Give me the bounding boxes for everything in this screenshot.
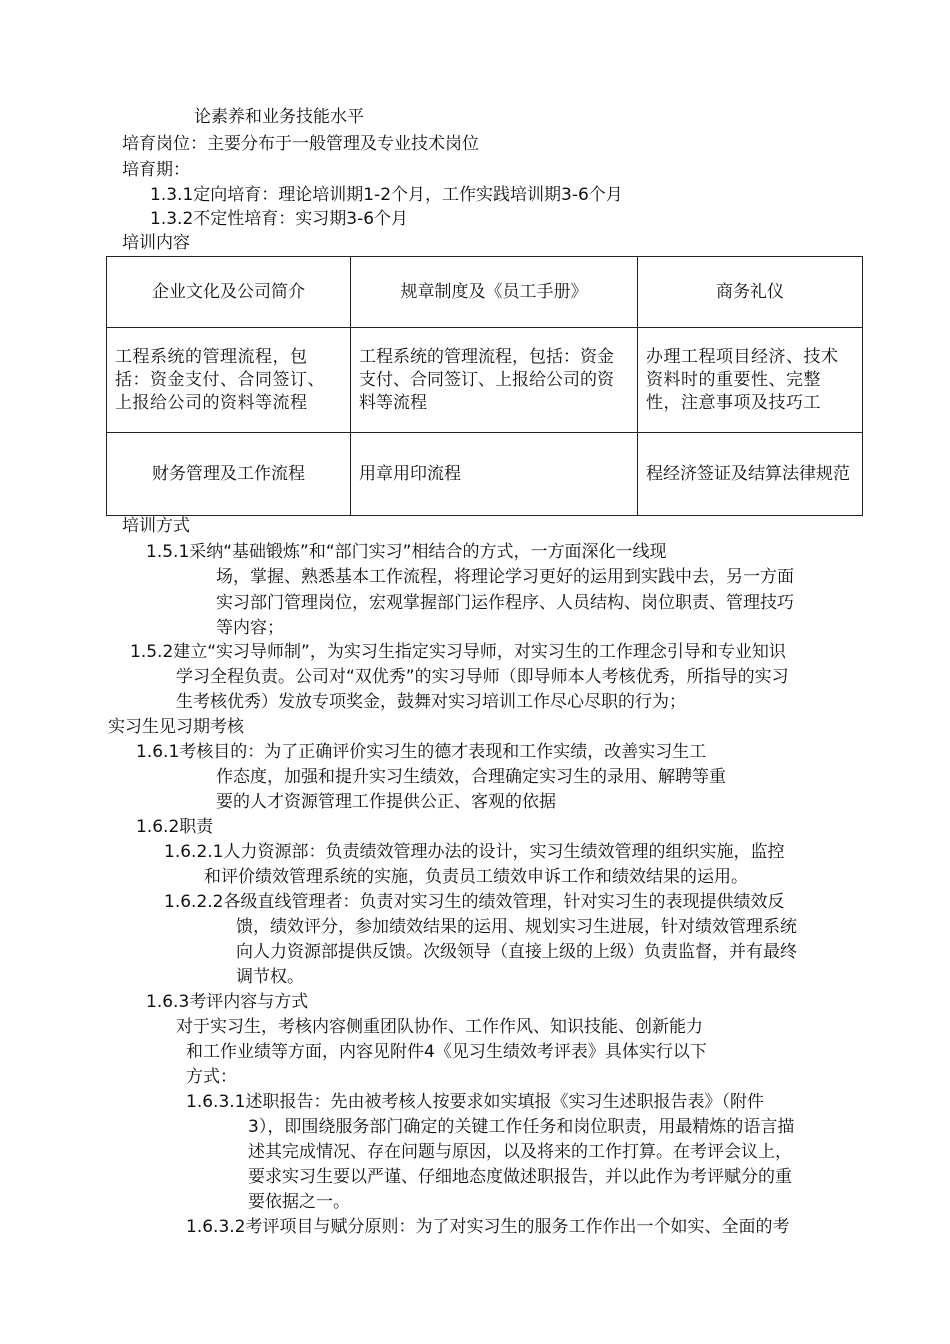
table-cell: 用章用印流程 bbox=[351, 433, 638, 516]
text-line: 馈，绩效评分，参加绩效结果的运用、规划实习生进展，针对绩效管理系统 bbox=[236, 917, 797, 937]
text-line: 学习全程负责。公司对“双优秀”的实习导师（即导师本人考核优秀，所指导的实习 bbox=[176, 667, 789, 687]
table-row bbox=[107, 257, 863, 328]
table-row bbox=[107, 328, 863, 433]
text-line: 1.6.2职责 bbox=[136, 817, 214, 837]
training-content-table bbox=[106, 256, 863, 516]
text-line: 实习部门管理岗位，宏观掌握部门运作程序、人员结构、岗位职责、管理技巧 bbox=[216, 593, 794, 613]
text-line: 1.5.1采纳“基础锻炼”和“部门实习”相结合的方式，一方面深化一线现 bbox=[146, 542, 667, 562]
text-line: 培育期： bbox=[122, 160, 190, 180]
table-cell: 程经济签证及结算法律规范 bbox=[638, 433, 863, 516]
text-line: 场，掌握、熟悉基本工作流程，将理论学习更好的运用到实践中去，另一方面 bbox=[216, 567, 794, 587]
text-line: 和工作业绩等方面，内容见附件4《见习生绩效考评表》具体实行以下 bbox=[186, 1042, 707, 1062]
text-line: 1.6.3考评内容与方式 bbox=[146, 992, 309, 1012]
table-cell: 规章制度及《员工手册》 bbox=[351, 257, 638, 328]
text-line: 1.6.2.2各级直线管理者：负责对实习生的绩效管理，针对实习生的表现提供绩效反 bbox=[164, 892, 785, 912]
text-line: 要的人才资源管理工作提供公正、客观的依据 bbox=[216, 792, 556, 812]
text-line: 向人力资源部提供反馈。次级领导（直接上级的上级）负责监督，并有最终 bbox=[236, 942, 797, 962]
text-line: 1.6.3.1述职报告：先由被考核人按要求如实填报《实习生述职报告表》（附件 bbox=[186, 1092, 764, 1112]
text-line: 作态度，加强和提升实习生绩效，合理确定实习生的录用、解聘等重 bbox=[216, 767, 726, 787]
section-heading: 培训方式 bbox=[122, 516, 190, 536]
table-cell: 财务管理及工作流程 bbox=[107, 433, 351, 516]
text-line: 和评价绩效管理系统的实施，负责员工绩效申诉工作和绩效结果的运用。 bbox=[204, 867, 748, 887]
text-line: 培育岗位：主要分布于一般管理及专业技术岗位 bbox=[122, 134, 479, 154]
text-line: 对于实习生，考核内容侧重团队协作、工作作风、知识技能、创新能力 bbox=[176, 1017, 703, 1037]
table-row bbox=[107, 433, 863, 516]
table-cell: 企业文化及公司简介 bbox=[107, 257, 351, 328]
table-cell: 工程系统的管理流程，包括：资金支付、合同签订、上报给公司的资料等流程 bbox=[351, 328, 638, 433]
text-line: 1.3.2不定性培育：实习期3-6个月 bbox=[150, 209, 409, 229]
text-line: 等内容； bbox=[216, 618, 284, 638]
text-line: 1.6.2.1人力资源部：负责绩效管理办法的设计，实习生绩效管理的组织实施，监控 bbox=[164, 842, 785, 862]
section-heading: 培训内容 bbox=[122, 233, 190, 253]
text-line: 1.5.2建立“实习导师制”，为实习生指定实习导师，对实习生的工作理念引导和专业知识 bbox=[130, 642, 786, 662]
text-line: 1.3.1定向培育：理论培训期1-2个月，工作实践培训期3-6个月 bbox=[150, 185, 623, 205]
text-line: 1.6.3.2考评项目与赋分原则：为了对实习生的服务工作作出一个如实、全面的考 bbox=[186, 1217, 790, 1237]
text-line: 方式： bbox=[186, 1067, 237, 1087]
text-line: 调节权。 bbox=[236, 967, 304, 987]
text-line: 生考核优秀）发放专项奖金，鼓舞对实习培训工作尽心尽职的行为； bbox=[176, 692, 686, 712]
text-line: 述其完成情况、存在问题与原因，以及将来的工作打算。在考评会议上， bbox=[248, 1142, 792, 1162]
text-line: 要依据之一。 bbox=[248, 1192, 350, 1212]
text-line: 3），即围绕服务部门确定的关键工作任务和岗位职责，用最精炼的语言描 bbox=[248, 1117, 795, 1137]
text-line: 1.6.1考核目的：为了正确评价实习生的德才表现和工作实绩，改善实习生工 bbox=[136, 742, 707, 762]
section-heading: 实习生见习期考核 bbox=[108, 717, 244, 737]
table-cell: 商务礼仪 bbox=[638, 257, 863, 328]
text-line: 要求实习生要以严谨、仔细地态度做述职报告，并以此作为考评赋分的重 bbox=[248, 1167, 792, 1187]
table-cell: 办理工程项目经济、技术资料时的重要性、完整性，注意事项及技巧工 bbox=[638, 328, 863, 433]
text-line: 论素养和业务技能水平 bbox=[194, 107, 364, 127]
table-cell: 工程系统的管理流程，包括：资金支付、合同签订、上报给公司的资料等流程 bbox=[107, 328, 351, 433]
